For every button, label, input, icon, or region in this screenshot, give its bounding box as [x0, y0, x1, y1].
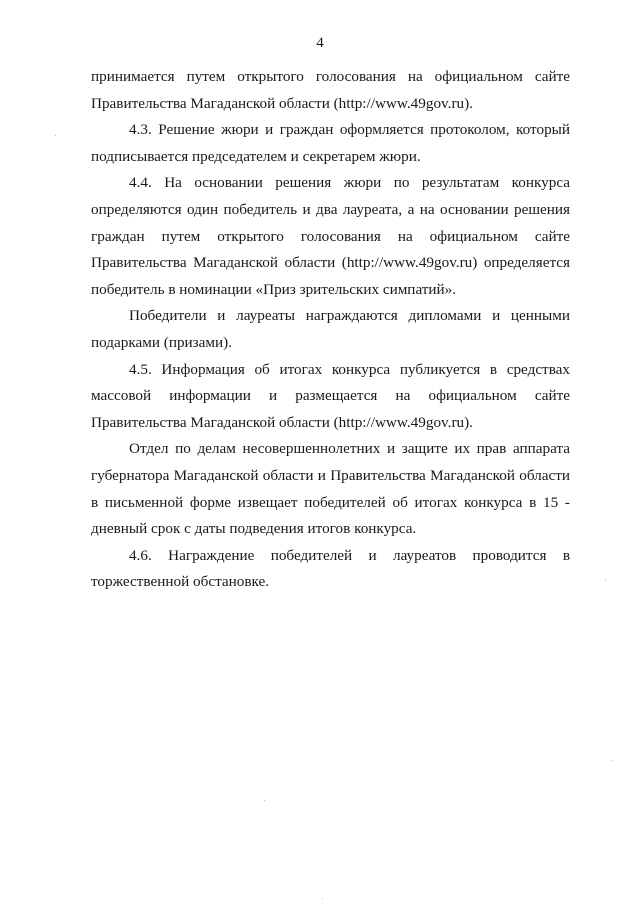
paragraph-notification: Отдел по делам несовершеннолетних и защите их прав аппарата губернатора Магаданской области и Правительства Магаданской области в письменной форме извещает победителей об итогах конкурса в 15 - дневный срок с даты подведения итогов конкурса.	[91, 440, 570, 538]
scan-speck	[612, 760, 613, 761]
scan-speck	[605, 580, 606, 581]
paragraph-4-5: 4.5. Информация об итогах конкурса публикуется в средствах массовой информации и размещается на официальном сайте Правительства Магаданской области (http://www.49gov.ru).	[91, 360, 570, 431]
paragraph-4-3: 4.3. Решение жюри и граждан оформляется протоколом, который подписывается председателем и секретарем жюри.	[91, 121, 570, 165]
body-text	[91, 64, 570, 596]
paragraph-awards: Победители и лауреаты награждаются дипломами и ценными подарками (призами).	[91, 307, 570, 351]
scan-speck	[322, 898, 323, 899]
paragraph-4-4: 4.4. На основании решения жюри по результатам конкурса определяются один победитель и два лауреата, а на основании решения граждан путем открытого голосования на официальном сайте Правительства Магаданской области (http://www.49gov.ru) определяется победитель в номинации «Приз зрительских симпатий».	[91, 174, 570, 298]
page-number: 4	[316, 35, 324, 51]
scan-speck	[264, 800, 265, 801]
paragraph-4-6: 4.6. Награждение победителей и лауреатов проводится в торжественной обстановке.	[91, 546, 570, 591]
scan-speck	[55, 135, 56, 136]
paragraph-voting-continuation: принимается путем открытого голосования на официальном сайте Правительства Магаданской области (http://www.49gov.ru).	[91, 68, 570, 112]
